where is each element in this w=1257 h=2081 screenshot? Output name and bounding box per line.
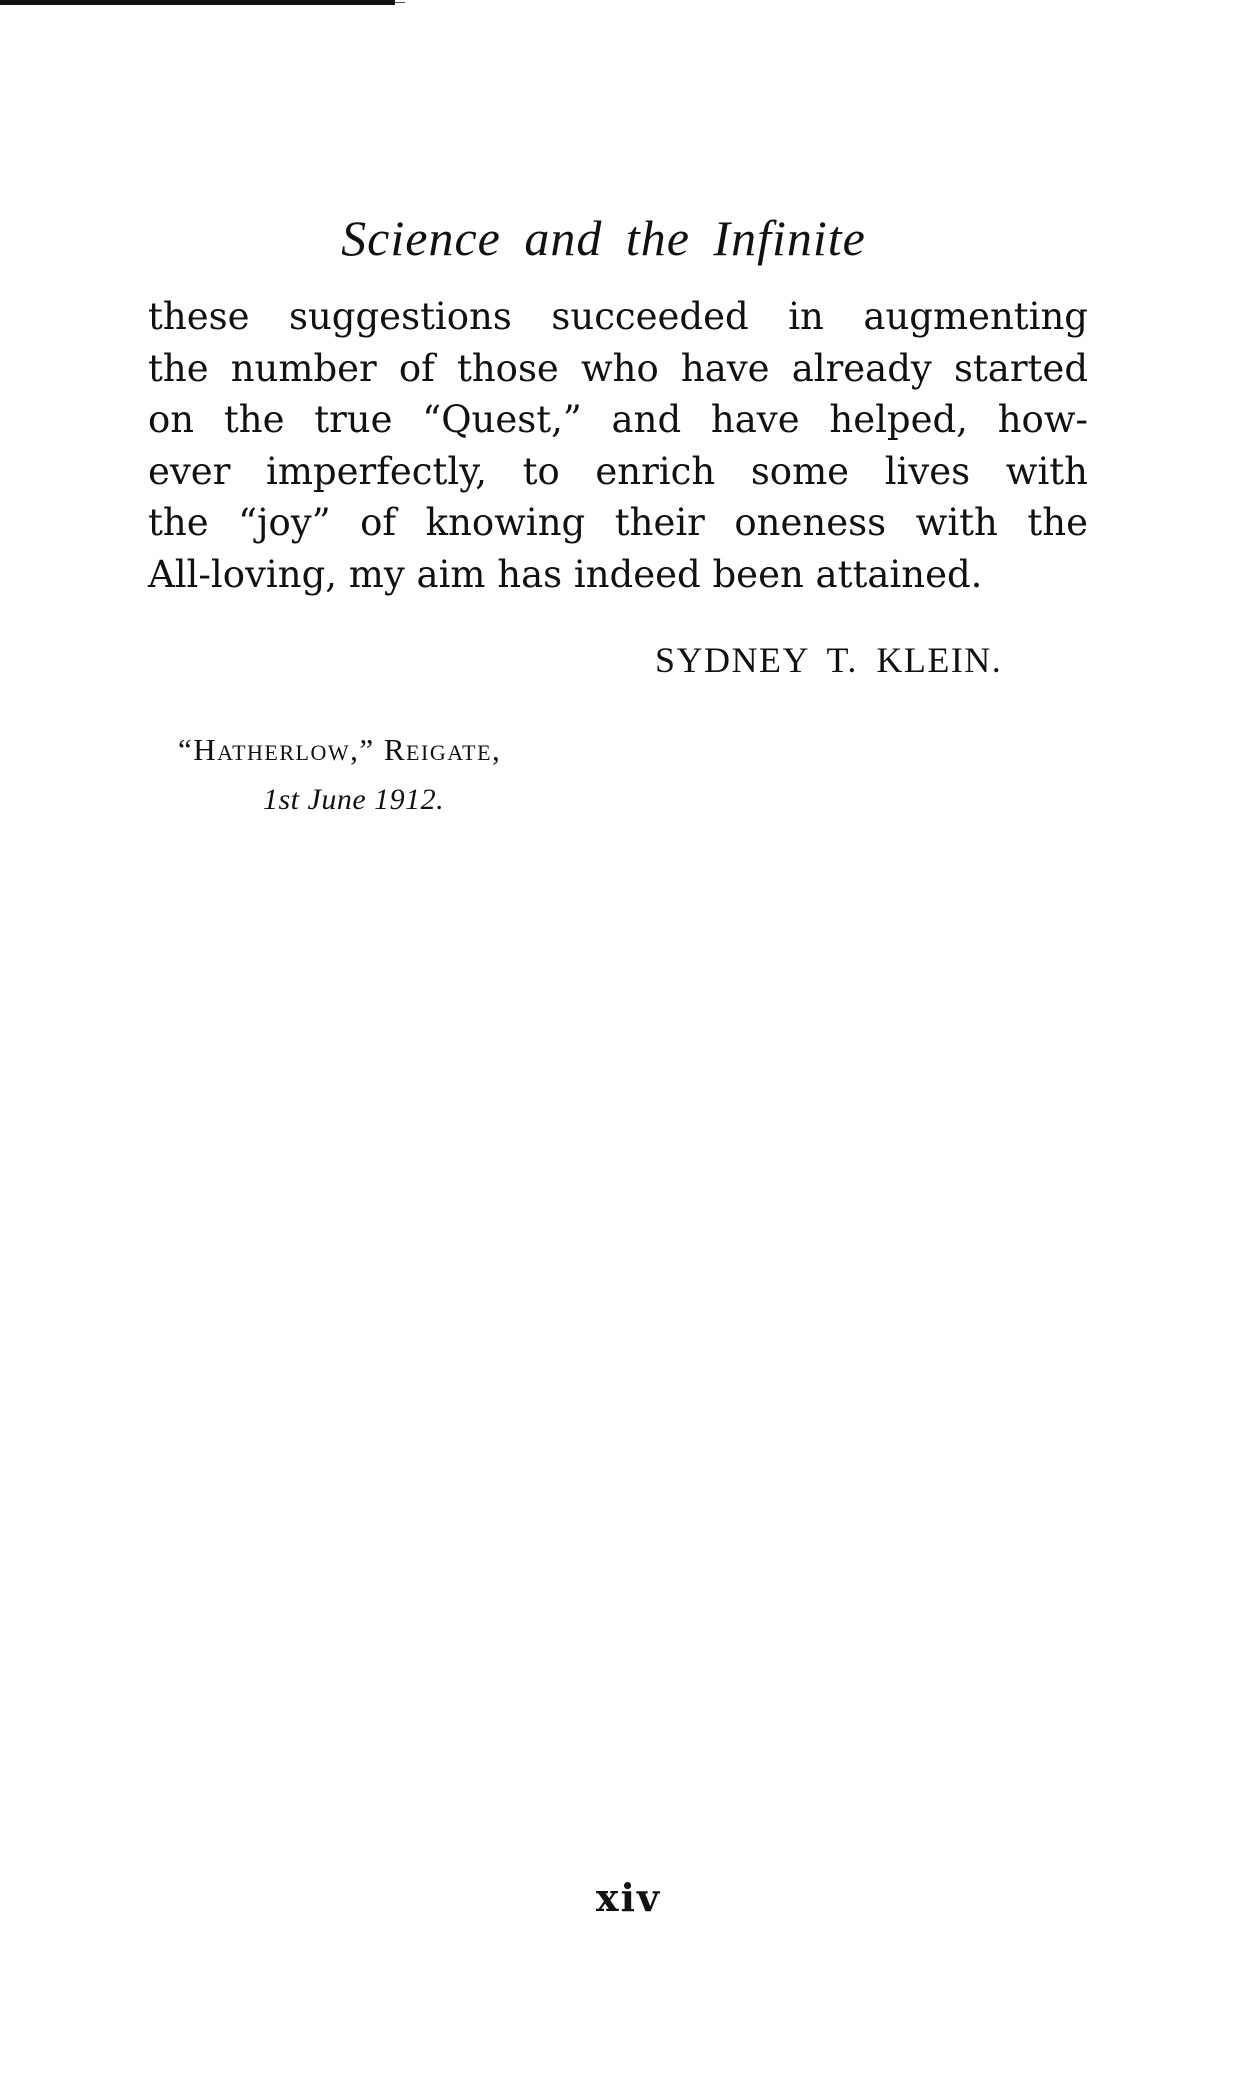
top-scan-rule bbox=[0, 0, 395, 5]
body-line: these suggestions succeeded in augmenting bbox=[148, 295, 1088, 338]
letter-date: 1st June 1912. bbox=[263, 783, 445, 816]
body-paragraph bbox=[148, 291, 1088, 601]
top-scan-rule-tail bbox=[395, 2, 405, 3]
body-line: the “joy” of knowing their oneness with the bbox=[148, 501, 1088, 545]
body-line: ever imperfectly, to enrich some lives with bbox=[148, 449, 1088, 493]
body-line: All-loving, my aim has indeed been attained. bbox=[148, 552, 983, 596]
running-head: Science and the Infinite bbox=[341, 210, 866, 266]
page-number: xiv bbox=[595, 1875, 662, 1920]
author-address: “Hatherlow,” Reigate, bbox=[178, 732, 502, 767]
author-signature: SYDNEY T. KLEIN. bbox=[655, 640, 1003, 680]
body-line: the number of those who have already started bbox=[148, 346, 1088, 390]
body-line: on the true “Quest,” and have helped, how- bbox=[148, 398, 1088, 442]
